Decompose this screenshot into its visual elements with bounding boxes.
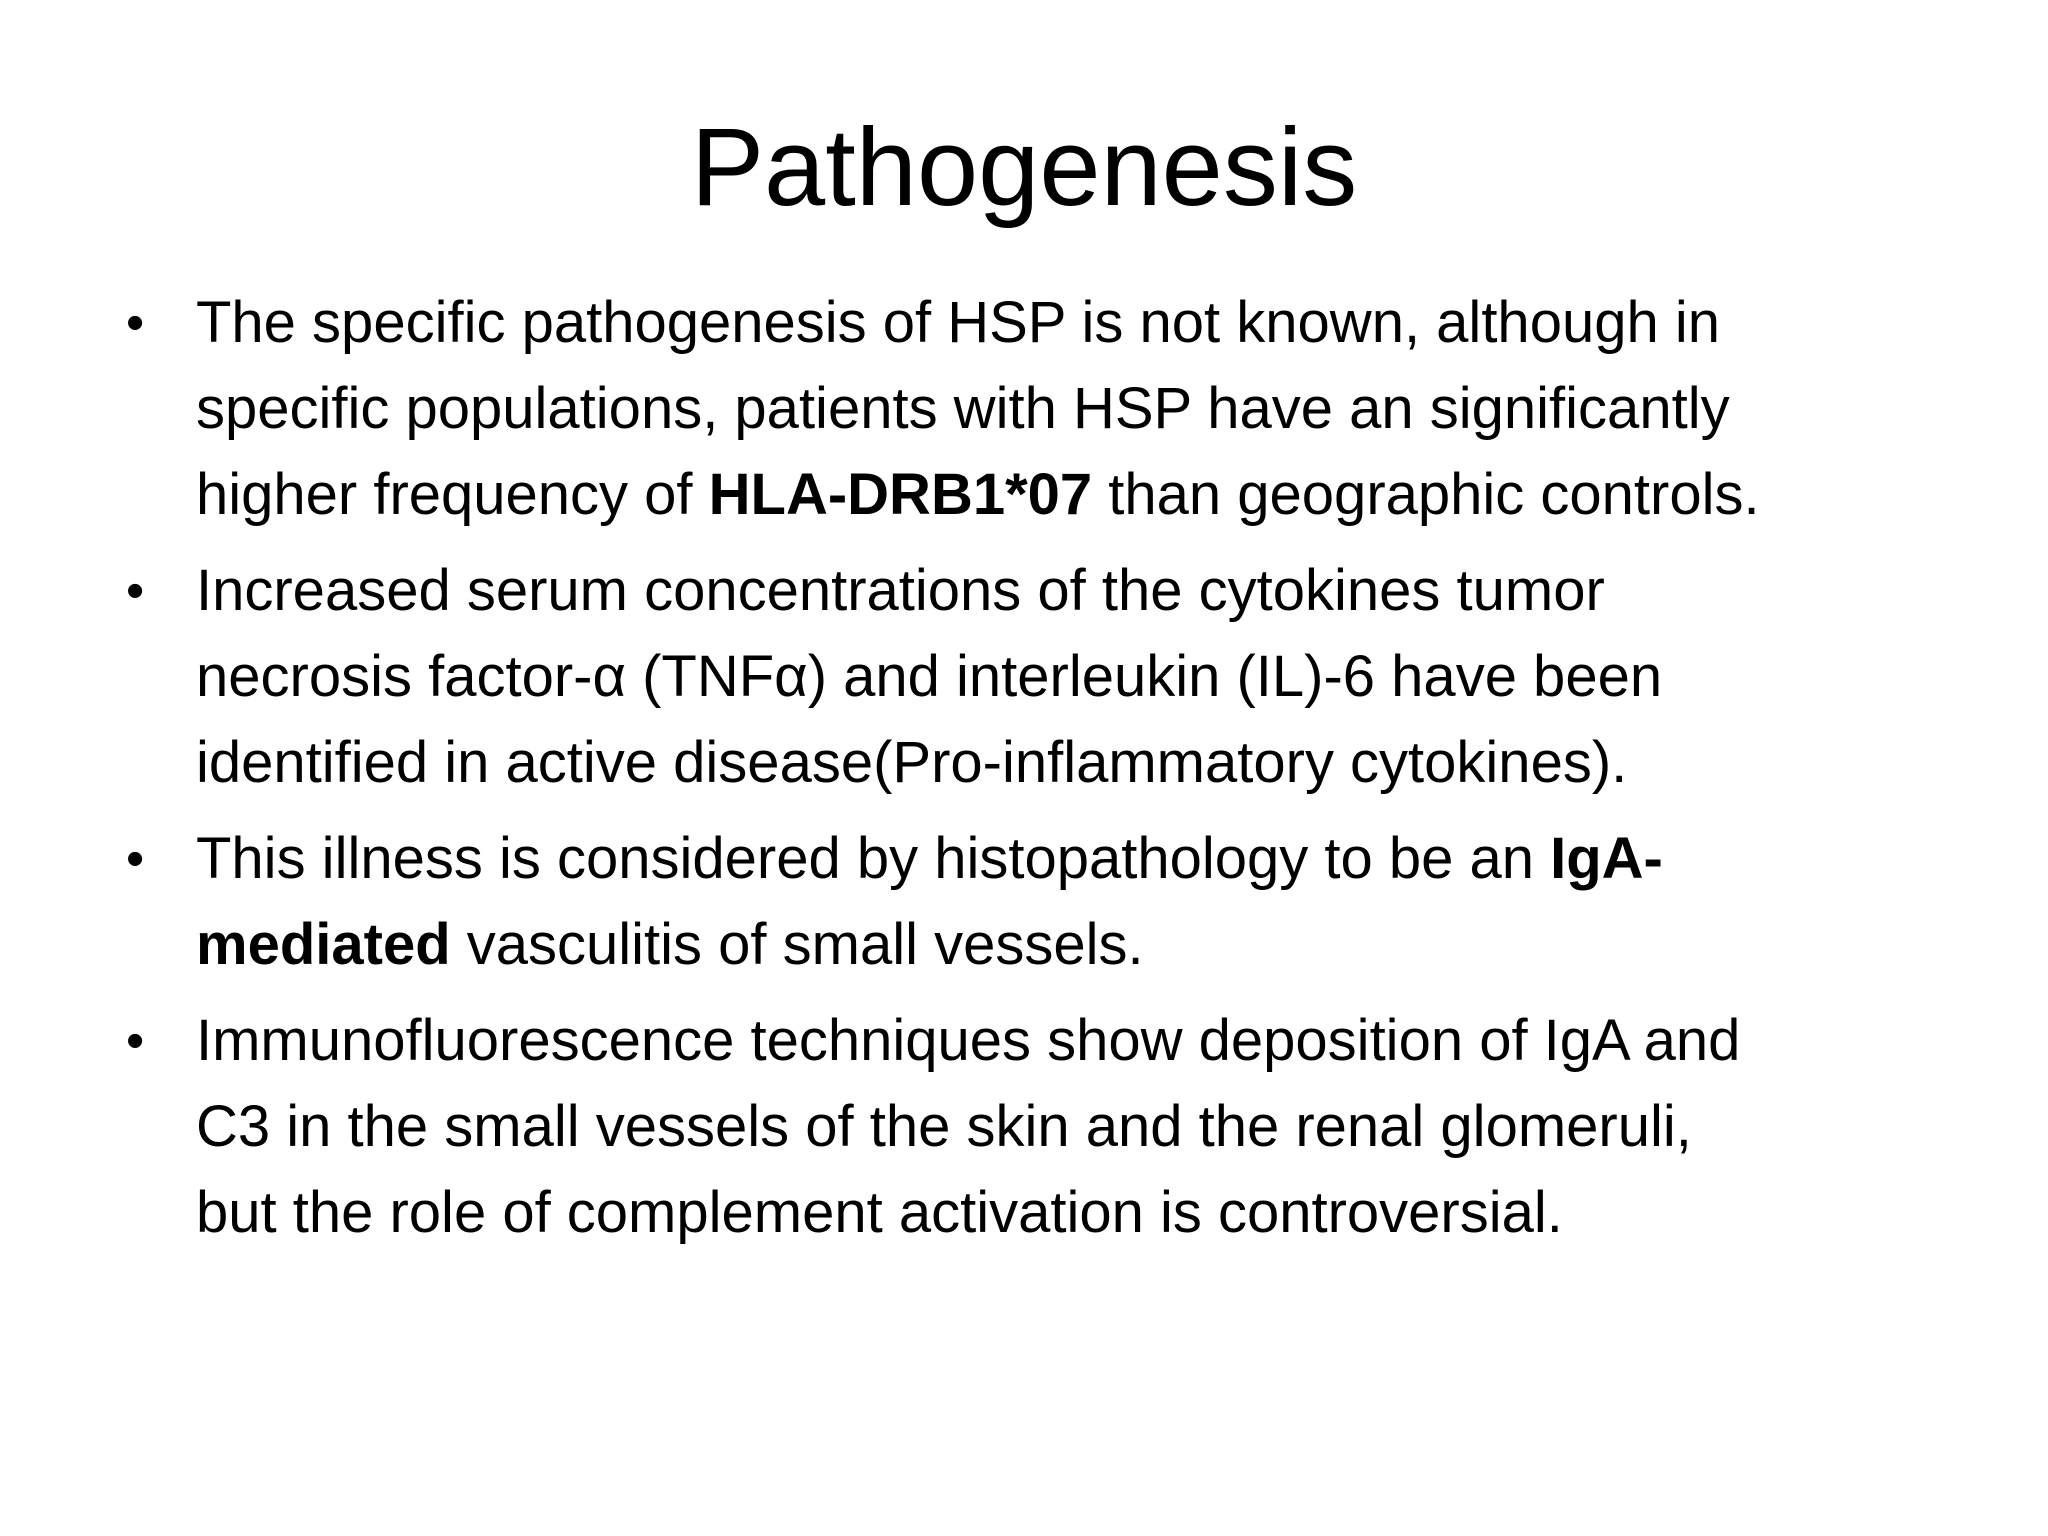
bold-term: mediated xyxy=(196,912,451,977)
bullet-line: higher frequency of HLA-DRB1*07 than geographic controls. xyxy=(196,462,1760,527)
bullet-line: identified in active disease(Pro-inflammatory cytokines). xyxy=(196,730,1628,795)
bullet-line: necrosis factor-α (TNFα) and interleukin (IL)-6 have been xyxy=(196,644,1663,709)
bullet-line: but the role of complement activation is controversial. xyxy=(196,1180,1563,1245)
bullet-line: Immunofluorescence techniques show deposition of IgA and xyxy=(196,1008,1741,1073)
bullet-line: Increased serum concentrations of the cytokines tumor xyxy=(196,558,1605,623)
bullet-item xyxy=(120,548,1960,806)
bullet-dot-icon: • xyxy=(126,294,145,352)
bold-term: HLA-DRB1*07 xyxy=(708,462,1093,527)
bullet-dot-icon: • xyxy=(126,830,145,888)
bullet-line: This illness is considered by histopathology to be an IgA- xyxy=(196,826,1663,891)
bullet-item xyxy=(120,816,1960,988)
bullet-line: mediated vasculitis of small vessels. xyxy=(196,912,1144,977)
bullet-list xyxy=(120,280,1960,1266)
bullet-item xyxy=(120,998,1960,1256)
bullet-line: The specific pathogenesis of HSP is not known, although in xyxy=(196,290,1720,355)
bullet-line: C3 in the small vessels of the skin and the renal glomeruli, xyxy=(196,1094,1692,1159)
bullet-dot-icon: • xyxy=(126,1012,145,1070)
bullet-line: specific populations, patients with HSP have an significantly xyxy=(196,376,1730,441)
bullet-dot-icon: • xyxy=(126,562,145,620)
slide-title: Pathogenesis xyxy=(690,106,1358,229)
bullet-item xyxy=(120,280,1960,538)
bold-term: IgA- xyxy=(1550,826,1663,891)
